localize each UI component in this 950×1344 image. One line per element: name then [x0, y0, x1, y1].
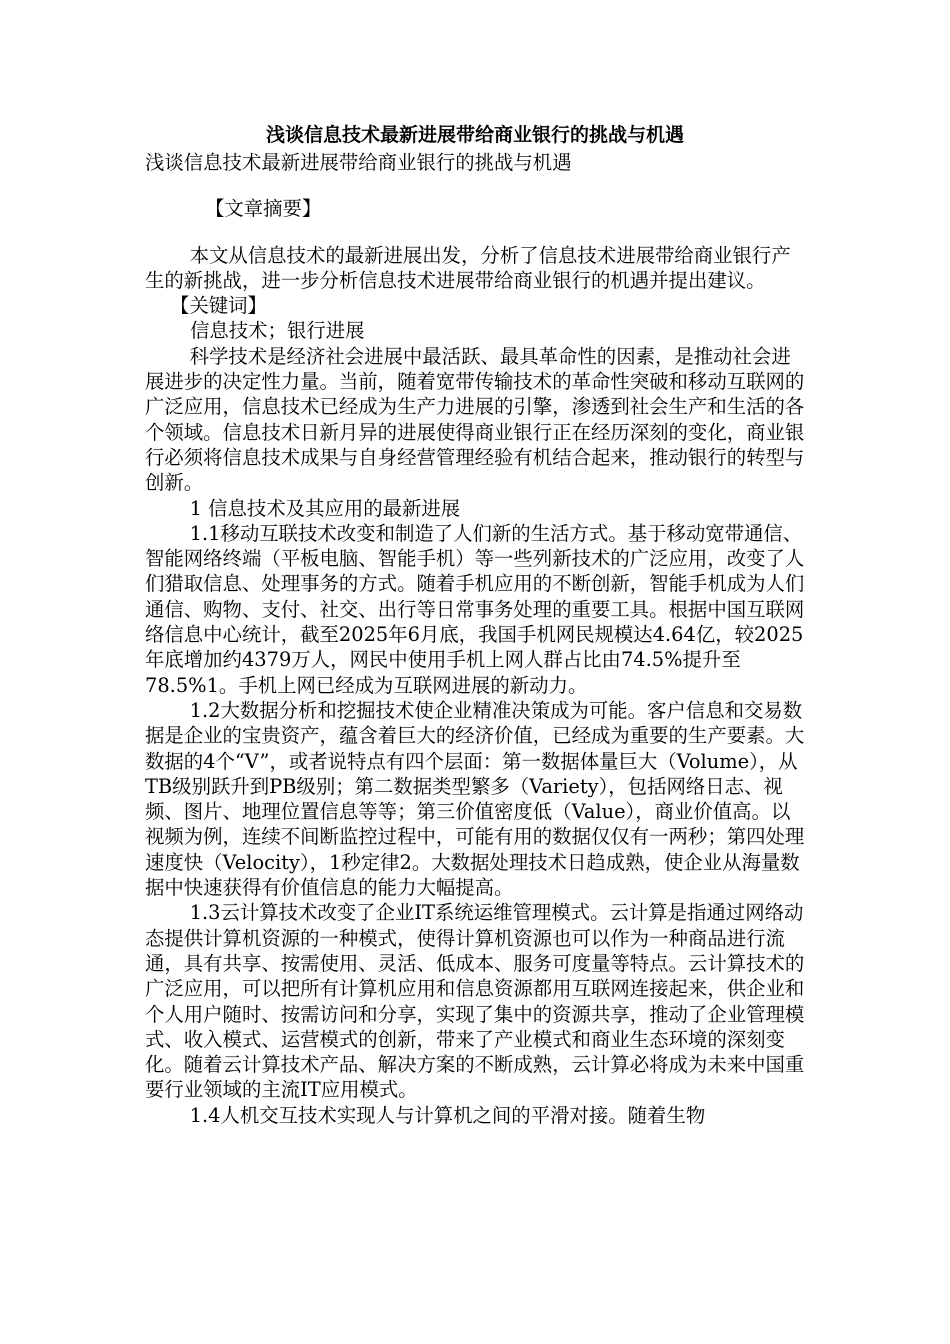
- keywords-label: 【关键词】: [170, 294, 267, 318]
- document-title: 浅谈信息技术最新进展带给商业银行的挑战与机遇: [265, 124, 684, 146]
- document-subtitle: 浅谈信息技术最新进展带给商业银行的挑战与机遇: [145, 151, 572, 174]
- paragraph-1-4: 1.4人机交互技术实现人与计算机之间的平滑对接。随着生物: [189, 1103, 706, 1127]
- document-body: [145, 150, 807, 1128]
- abstract-label: 【文章摘要】: [205, 197, 322, 221]
- intro-paragraph: 科学技术是经济社会进展中最活跃、最具革命性的因素，是推动社会进展进步的决定性力量。当前，随着宽带传输技术的革命性突破和移动互联网的广泛应用，信息技术已经成为生产力进展的引擎，渗透到社会生产和生活的各个领域。信息技术日新月异的进展使得商业银行正在经历深刻的变化，商业银行必须将信息技术成果与自身经营管理经验有机结合起来，推动银行的转型与创新。: [145, 344, 805, 495]
- paragraph-1-2: 1.2大数据分析和挖掘技术使企业精准决策成为可能。客户信息和交易数据是企业的宝贵资产，蕴含着巨大的经济价值，已经成为重要的生产要素。大数据的4个“V”，或者说特点有四个层面：第一数据体量巨大（Volume），从TB级别跃升到PB级别；第二数据类型繁多（Variety），包括网络日志、视频、图片、地理位置信息等等；第三价值密度低（Value），商业价值高。以视频为例，连续不间断监控过程中，可能有用的数据仅仅有一两秒；第四处理速度快（Velocity），1秒定律2。大数据处理技术日趋成熟，使企业从海量数据中快速获得有价值信息的能力大幅提高。: [145, 698, 805, 900]
- paragraph-1-1: 1.1移动互联技术改变和制造了人们新的生活方式。基于移动宽带通信、智能网络终端（平板电脑、智能手机）等一些列新技术的广泛应用，改变了人们猎取信息、处理事务的方式。随着手机应用的不断创新，智能手机成为人们通信、购物、支付、社交、出行等日常事务处理的重要工具。根据中国互联网络信息中心统计，截至2025年6月底，我国手机网民规模达4.64亿，较2025年底增加约4379万人，网民中使用手机上网人群占比由74.5%提升至78.5%1。手机上网已经成为互联网进展的新动力。: [145, 521, 805, 697]
- paragraph-1-3: 1.3云计算技术改变了企业IT系统运维管理模式。云计算是指通过网络动态提供计算机资源的一种模式，使得计算机资源也可以作为一种商品进行流通，具有共享、按需使用、灵活、低成本、服务可度量等特点。云计算技术的广泛应用，可以把所有计算机应用和信息资源都用互联网连接起来，供企业和个人用户随时、按需访问和分享，实现了集中的资源共享，推动了企业管理模式、收入模式、运营模式的创新，带来了产业模式和商业生态环境的深刻变化。随着云计算技术产品、解决方案的不断成熟，云计算必将成为未来中国重要行业领域的主流IT应用模式。: [145, 901, 805, 1102]
- keywords-text: 信息技术；银行进展: [190, 319, 365, 343]
- abstract-paragraph: 本文从信息技术的最新进展出发，分析了信息技术进展带给商业银行产生的新挑战，进一步分析信息技术进展带给商业银行的机遇并提出建议。: [145, 243, 791, 292]
- section-heading-1: 1 信息技术及其应用的最新进展: [189, 496, 461, 520]
